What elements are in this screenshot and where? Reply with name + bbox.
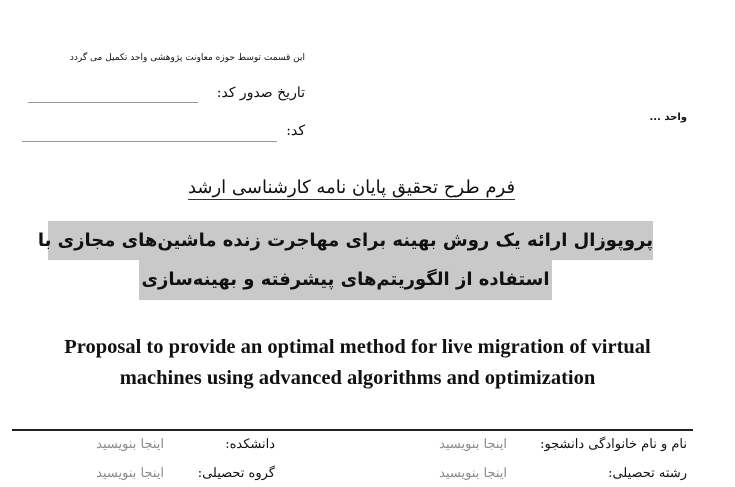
student-name-label: نام و نام خانوادگی دانشجو: [540,437,687,452]
issue-date-label: تاریخ صدور کد: [216,85,305,101]
form-title [0,177,703,198]
english-title-line-1: Proposal to provide an optimal method for live migration of virtual [64,336,651,358]
english-title [20,332,695,394]
form-title-text: فرم طرح تحقیق پایان نامه کارشناسی ارشد [187,177,516,198]
major-label: رشته تحصیلی: [608,466,687,481]
major-value[interactable]: اینجا بنویسید [439,466,507,481]
persian-title-line-2[interactable]: استفاده از الگوریتم‌های پیشرفته و بهینه‌سازی [139,260,552,300]
issue-date-line[interactable] [28,102,198,103]
unit-label: واحد ... [649,112,687,123]
faculty-label: دانشکده: [225,437,275,452]
persian-title-line-1[interactable]: پروپوزال ارائه یک روش بهینه برای مهاجرت زنده ماشین‌های مجازی با [48,221,653,260]
faculty-value[interactable]: اینجا بنویسید [96,437,164,452]
student-name-value[interactable]: اینجا بنویسید [439,437,507,452]
code-label: کد: [286,123,305,139]
section-divider [12,429,693,431]
department-value[interactable]: اینجا بنویسید [96,466,164,481]
code-line[interactable] [22,141,277,142]
english-title-line-2: machines using advanced algorithms and optimization [119,367,596,389]
department-label: گروه تحصیلی: [197,466,275,481]
research-office-note: این قسمت توسط حوزه معاونت پژوهشی واحد تکمیل می گردد [69,53,305,63]
